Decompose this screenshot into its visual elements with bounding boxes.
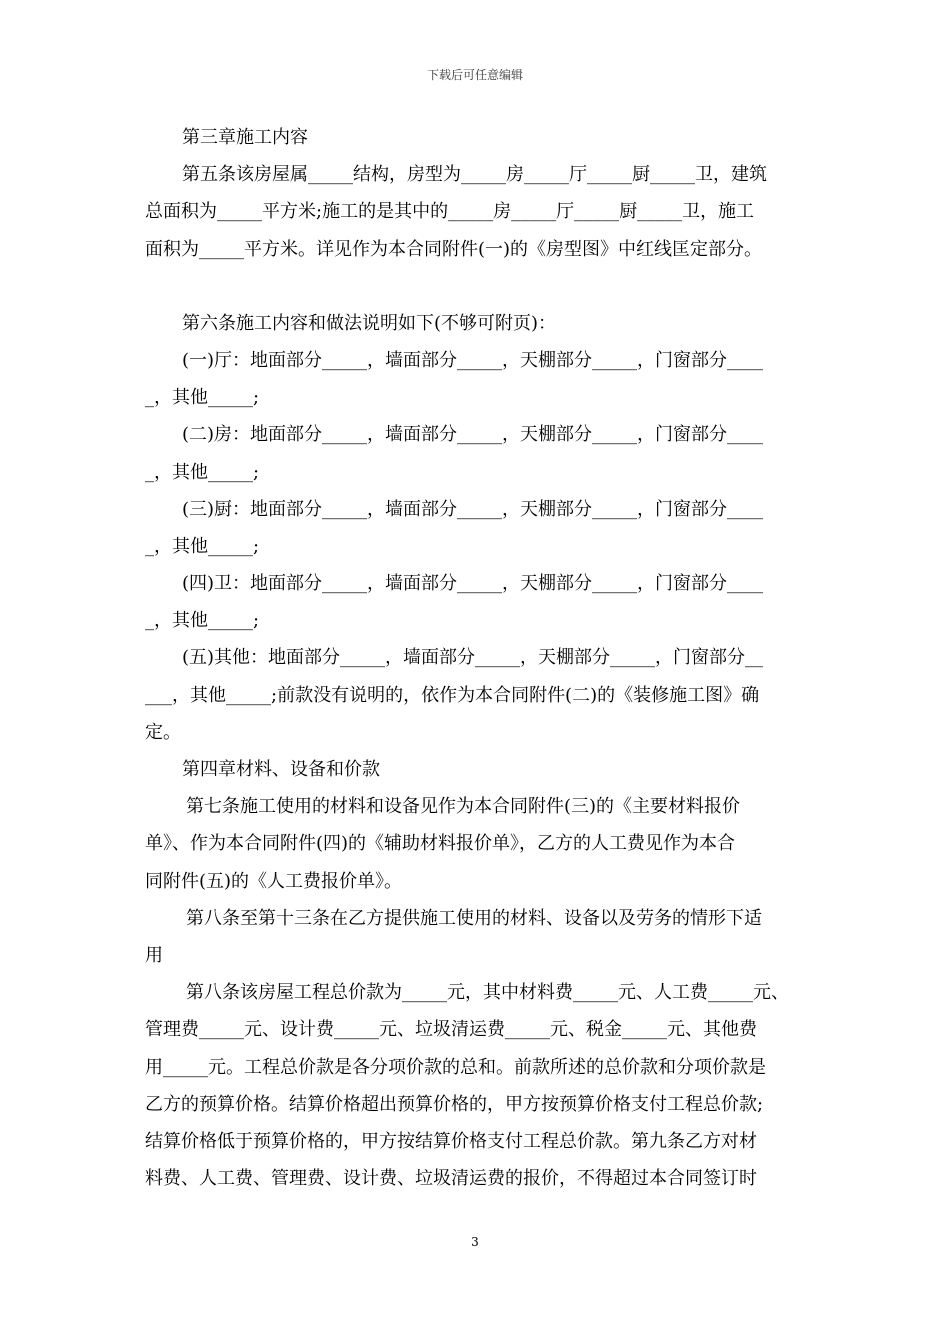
item-other: (五)其他：地面部分_____，墙面部分_____，天棚部分_____，门窗部分__ <box>182 647 764 669</box>
item-other-cont: 定。 <box>145 721 181 743</box>
item-other-cont: ___，其他_____;前款没有说明的，依作为本合同附件(二)的《装修施工图》确 <box>145 684 760 706</box>
document-body <box>145 119 807 1197</box>
item-room: (二)房：地面部分_____，墙面部分_____，天棚部分_____，门窗部分____ <box>182 424 764 446</box>
article-8-13-note: 第八条至第十三条在乙方提供施工使用的材料、设备以及劳务的情形下适 <box>186 907 762 929</box>
article-9-line: 料费、人工费、管理费、设计费、垃圾清运费的报价，不得超过本合同签订时 <box>145 1168 757 1190</box>
article-7-line: 同附件(五)的《人工费报价单》。 <box>145 870 403 892</box>
chapter-heading-3: 第三章施工内容 <box>182 127 308 148</box>
paragraph-line: 总面积为_____平方米;施工的是其中的_____房_____厅_____厨_____卫，施工 <box>145 201 755 223</box>
article-8-line: 管理费_____元、设计费_____元、垃圾清运费_____元、税金_____元、其他费 <box>145 1019 757 1041</box>
article-7-line: 第七条施工使用的材料和设备见作为本合同附件(三)的《主要材料报价 <box>186 796 741 818</box>
item-bathroom: (四)卫：地面部分_____，墙面部分_____，天棚部分_____，门窗部分____ <box>182 573 764 595</box>
item-bathroom-cont: _，其他_____; <box>145 610 260 632</box>
article-6-heading: 第六条施工内容和做法说明如下(不够可附页)： <box>182 312 557 334</box>
paragraph-line: 面积为_____平方米。详见作为本合同附件(一)的《房型图》中红线匡定部分。 <box>145 238 763 260</box>
article-8-line: 乙方的预算价格。结算价格超出预算价格的，甲方按预算价格支付工程总价款; <box>145 1093 764 1115</box>
page-header: 下载后可任意编辑 <box>426 68 523 82</box>
item-hall-cont: _，其他_____; <box>145 387 260 409</box>
item-hall: (一)厅：地面部分_____，墙面部分_____，天棚部分_____，门窗部分____ <box>182 349 764 371</box>
item-kitchen-cont: _，其他_____; <box>145 535 260 557</box>
article-7-line: 单》、作为本合同附件(四)的《辅助材料报价单》，乙方的人工费见作为本合 <box>145 833 736 855</box>
item-kitchen: (三)厨：地面部分_____，墙面部分_____，天棚部分_____，门窗部分____ <box>182 498 764 520</box>
item-room-cont: _，其他_____; <box>145 461 260 483</box>
article-8-line: 用_____元。工程总价款是各分项价款的总和。前款所述的总价款和分项价款是 <box>145 1056 766 1078</box>
paragraph-spacer <box>145 268 807 305</box>
page-number: 3 <box>471 1235 479 1249</box>
chapter-heading-4: 第四章材料、设备和价款 <box>182 759 380 780</box>
article-8-line: 结算价格低于预算价格的，甲方按结算价格支付工程总价款。第九条乙方对材 <box>145 1130 757 1152</box>
article-8-13-note: 用 <box>145 944 163 966</box>
article-8-line: 第八条该房屋工程总价款为_____元，其中材料费_____元、人工费_____元、 <box>186 982 789 1004</box>
paragraph-line: 第五条该房屋属_____结构，房型为_____房_____厅_____厨_____卫，建筑 <box>182 164 767 186</box>
